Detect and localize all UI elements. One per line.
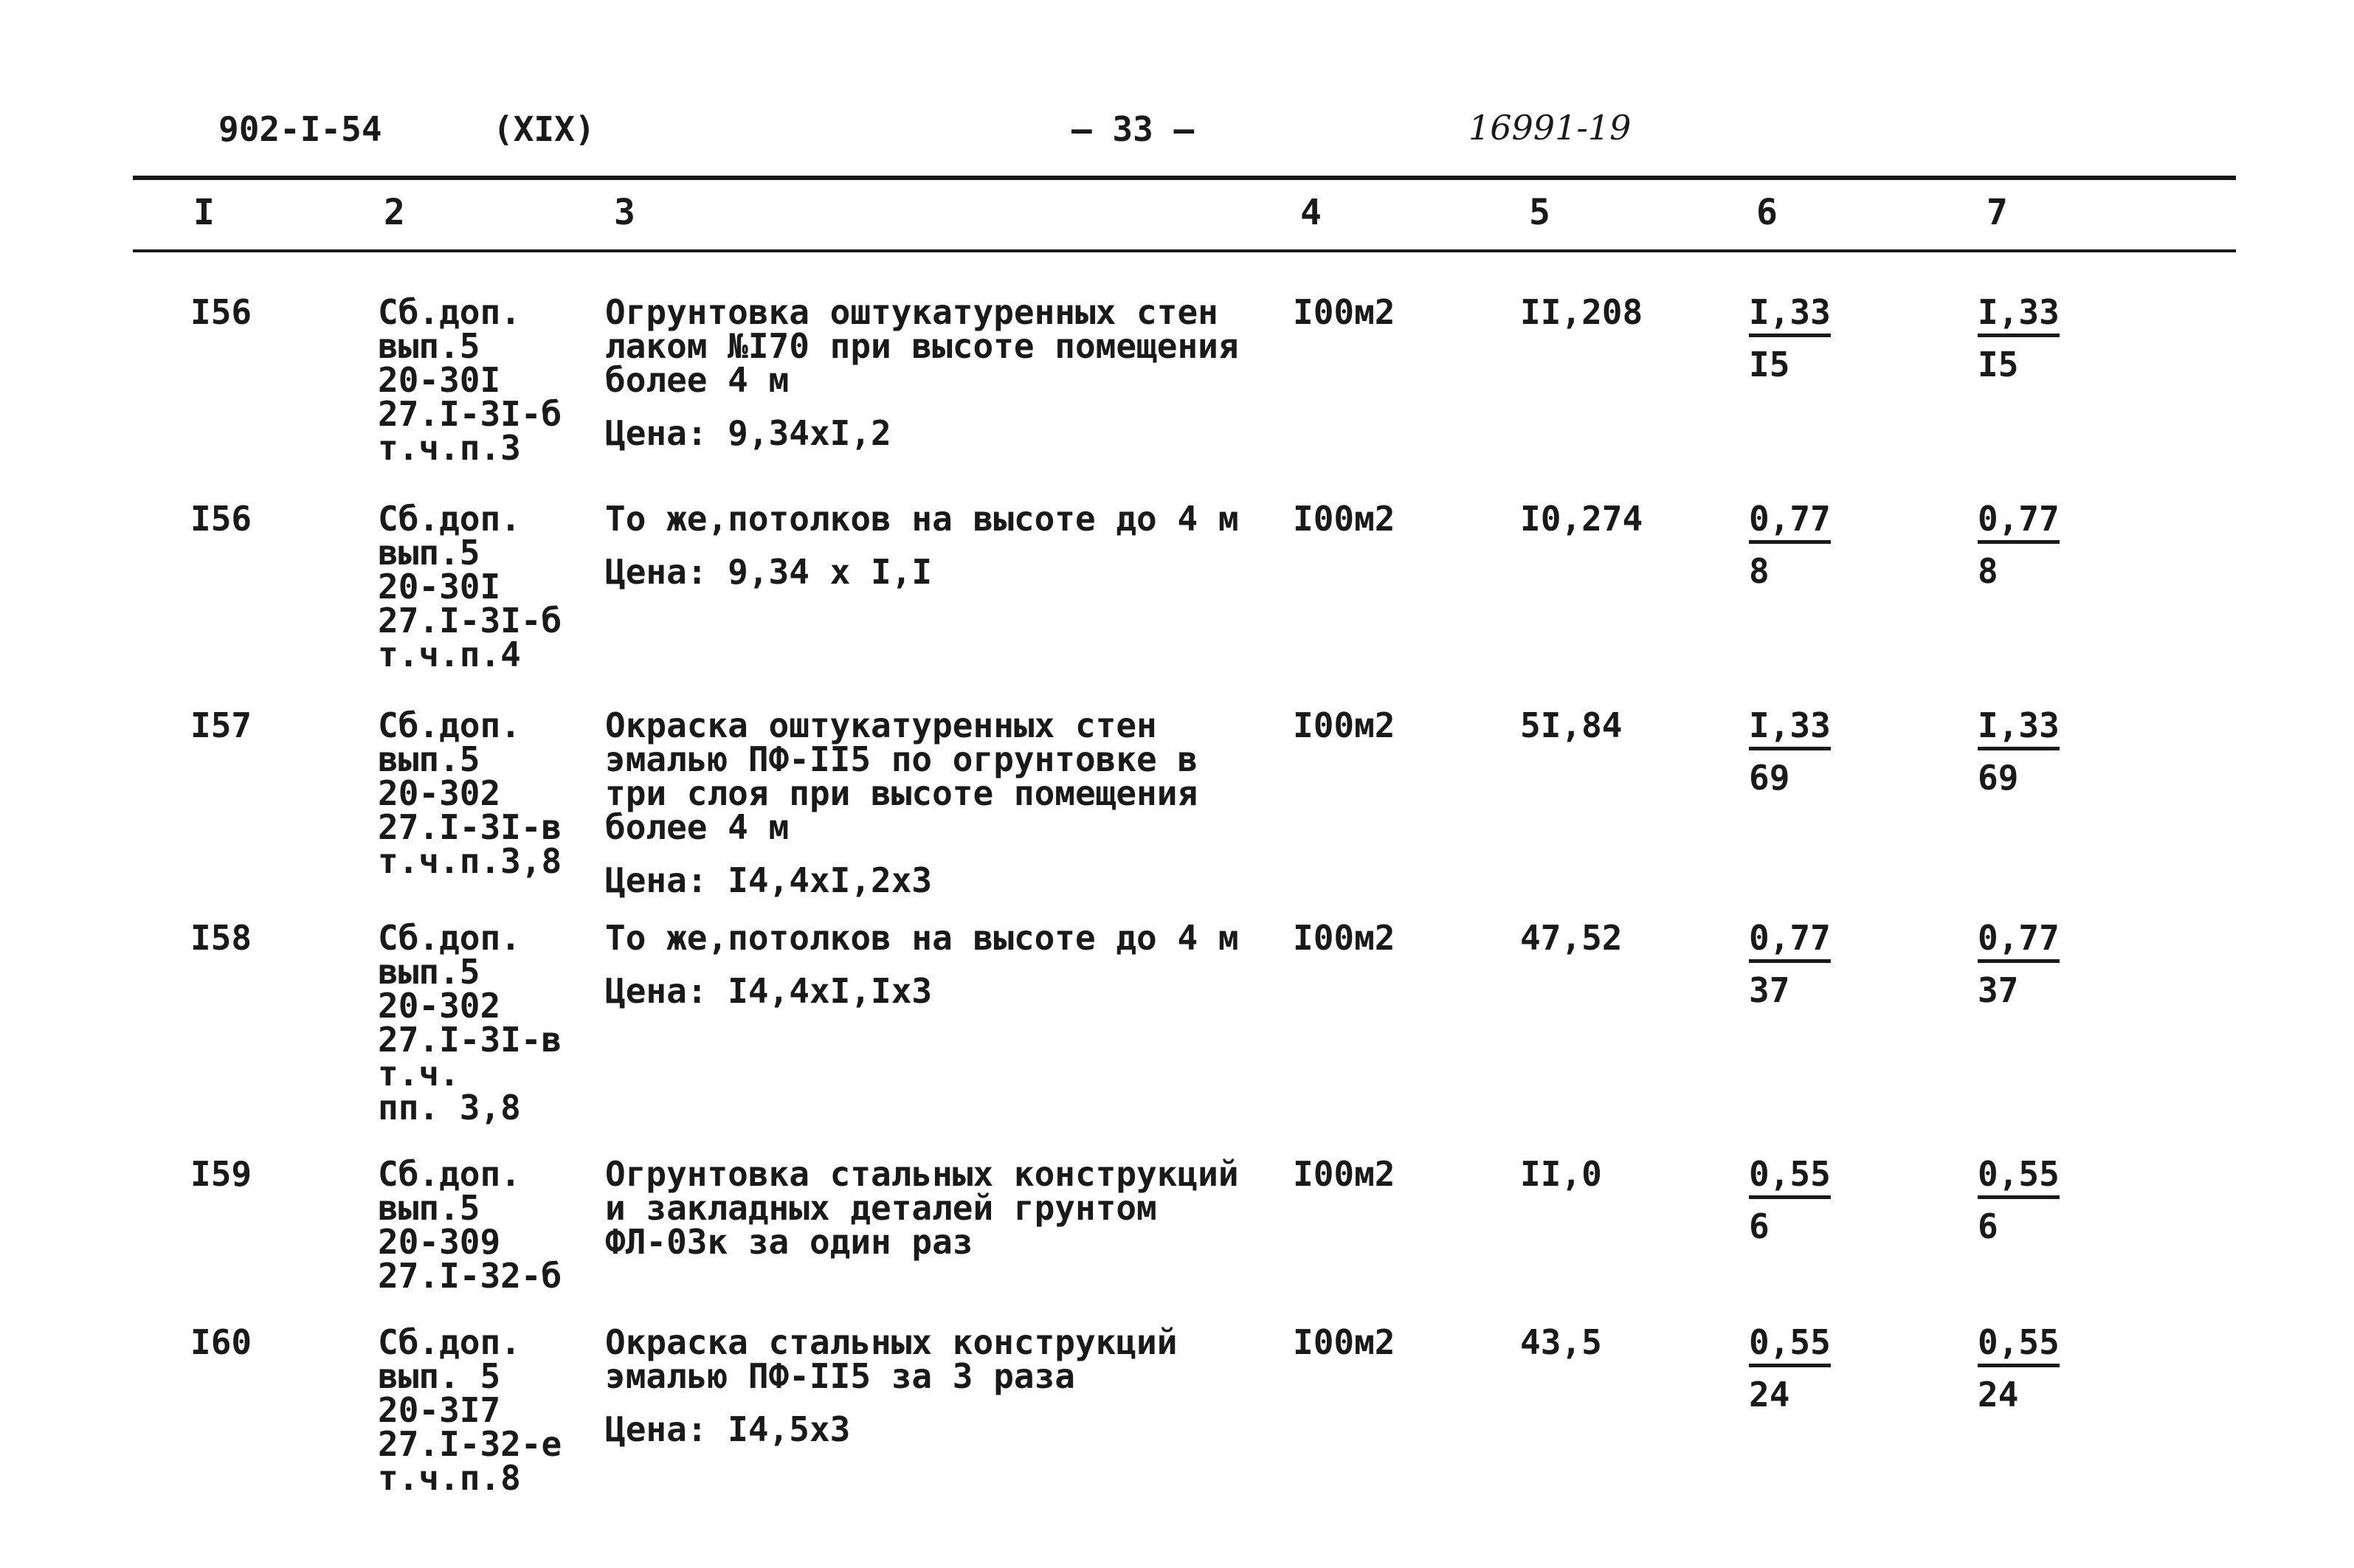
column-header-6: 6 [1756,192,1778,233]
col7-fraction: $\frac{0,55}{6}$ [1978,1154,2060,1246]
quantity: 43,5 [1520,1322,1602,1362]
unit: I00м2 [1293,1154,1395,1194]
row-number: I57 [190,705,252,745]
column-header-2: 2 [384,192,405,233]
norm-reference: Сб.доп. вып.5 20-30I 27.I-3I-б т.ч.п.4 [378,499,562,674]
row-number: I56 [190,499,252,539]
price-formula: Цена: 9,34 х I,I [605,552,933,592]
work-description: То же,потолков на высоте до 4 м Цена: 9,34 х I,I [605,502,1269,589]
quantity: 47,52 [1520,918,1623,958]
work-description: То же,потолков на высоте до 4 м Цена: I4,4хI,Iх3 [605,921,1269,1008]
document-code: 902-I-54 [218,109,382,149]
norm-reference: Сб.доп. вып.5 20-302 27.I-3I-в т.ч.п.3,8 [378,705,562,881]
column-header-5: 5 [1529,192,1550,233]
norm-reference: Сб.доп. вып. 5 20-3I7 27.I-32-е т.ч.п.8 [378,1322,562,1498]
unit: I00м2 [1293,292,1395,332]
section-number: (XIX) [493,109,596,149]
col7-fraction: $\frac{0,77}{8}$ [1978,499,2060,591]
top-rule [133,176,2236,180]
inventory-number: 16991-19 [1468,108,1632,148]
col7-fraction: $\frac{I,33}{I5}$ [1978,292,2060,384]
row-number: I60 [190,1322,252,1362]
work-description: Огрунтовка стальных конструкций и закладных деталей грунтом ФЛ-03к за один раз [605,1154,1239,1262]
work-description: Окраска стальных конструкций эмалью ПФ-II5 за 3 раза Цена: I4,5х3 [605,1325,1269,1446]
column-header-1: I [193,192,215,233]
column-header-4: 4 [1300,192,1322,233]
col7-fraction: $\frac{0,55}{24}$ [1978,1322,2060,1415]
col6-fraction: $\frac{I,33}{I5}$ [1749,292,1831,384]
work-description: Огрунтовка оштукатуренных стен лаком №I70 при высоте помещения более 4 м Цена: 9,34хI,2 [605,295,1269,450]
quantity: II,208 [1520,292,1643,332]
page-number: – 33 – [1071,109,1195,149]
norm-reference: Сб.доп. вып.5 20-309 27.I-32-б [378,1154,562,1296]
unit: I00м2 [1293,918,1395,958]
row-number: I56 [190,292,252,332]
price-formula: Цена: 9,34хI,2 [605,413,891,453]
norm-reference: Сб.доп. вып.5 20-302 27.I-3I-в т.ч. пп. 3,8 [378,918,562,1127]
unit: I00м2 [1293,1322,1395,1362]
col6-fraction: $\frac{0,77}{37}$ [1749,918,1831,1010]
unit: I00м2 [1293,499,1395,539]
column-header-3: 3 [614,192,635,233]
work-description: Окраска оштукатуренных стен эмалью ПФ-II5 по огрунтовке в три слоя при высоте помещения более 4 м Цена: I4,4хI,2х3 [605,708,1269,897]
unit: I00м2 [1293,705,1395,745]
col6-fraction: $\frac{0,55}{6}$ [1749,1154,1831,1246]
price-formula: Цена: I4,4хI,Iх3 [605,971,933,1011]
col6-fraction: $\frac{0,55}{24}$ [1749,1322,1831,1415]
column-header-7: 7 [1987,192,2008,233]
quantity: 5I,84 [1520,705,1623,745]
quantity: I0,274 [1520,499,1643,539]
norm-reference: Сб.доп. вып.5 20-30I 27.I-3I-б т.ч.п.3 [378,292,562,468]
col6-fraction: $\frac{0,77}{8}$ [1749,499,1831,591]
price-formula: Цена: I4,4хI,2х3 [605,860,933,900]
row-number: I59 [190,1154,252,1194]
row-number: I58 [190,918,252,958]
col7-fraction: $\frac{I,33}{69}$ [1978,705,2060,798]
quantity: II,0 [1520,1154,1602,1194]
col6-fraction: $\frac{I,33}{69}$ [1749,705,1831,798]
header-rule [133,249,2236,252]
price-formula: Цена: I4,5х3 [605,1409,851,1449]
col7-fraction: $\frac{0,77}{37}$ [1978,918,2060,1010]
